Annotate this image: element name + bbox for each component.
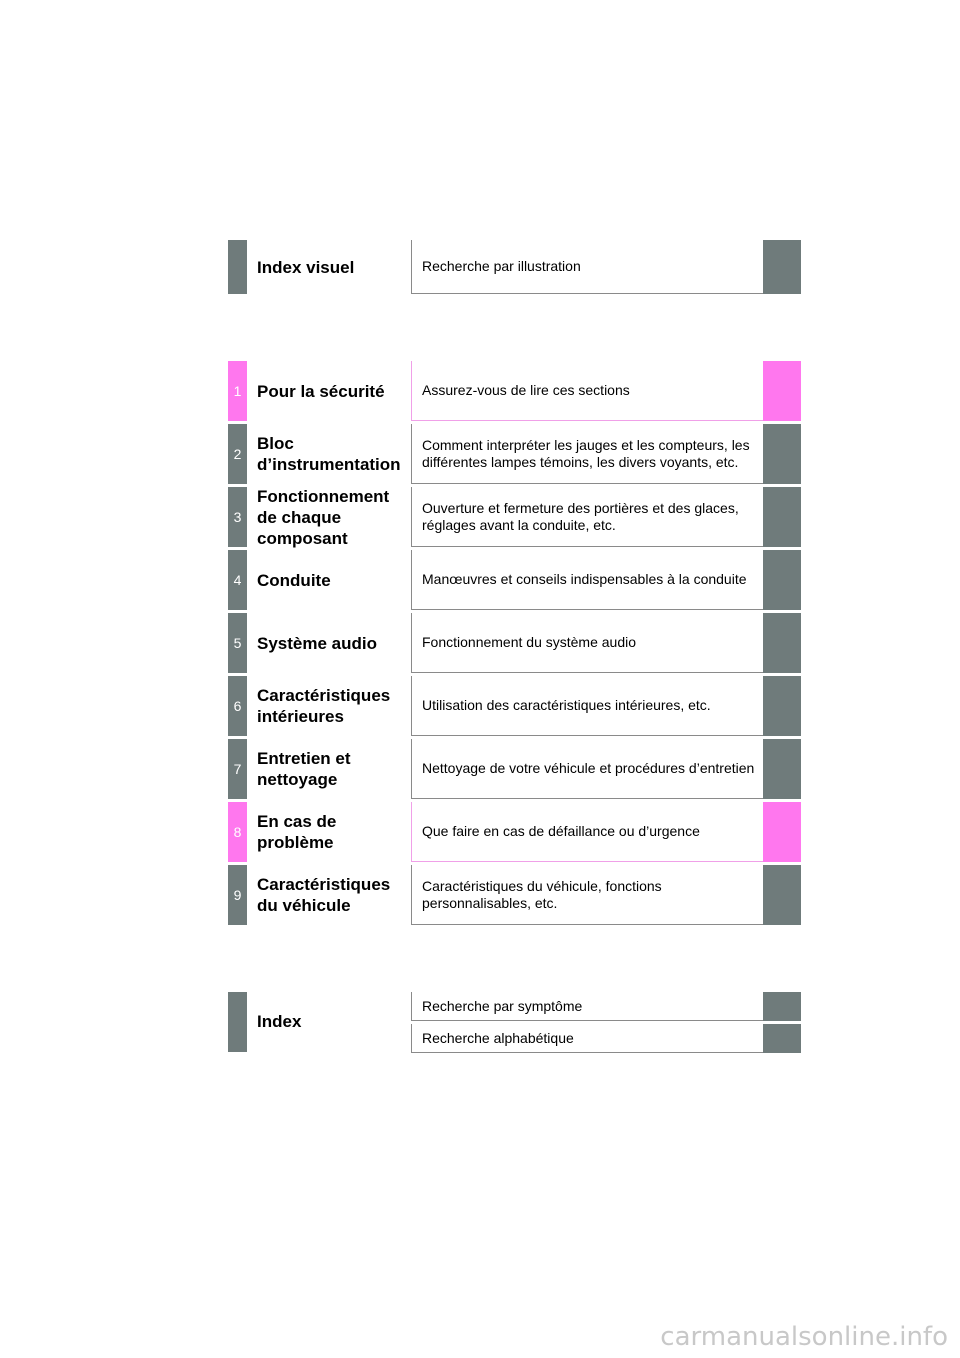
chapter-tab[interactable] <box>763 802 801 862</box>
chapter-row-2[interactable] <box>228 424 801 484</box>
index-alpha-row[interactable] <box>411 1024 801 1053</box>
chapter-row-4[interactable] <box>228 550 801 610</box>
chapter-number: 6 <box>228 676 247 736</box>
chapter-row-6[interactable] <box>228 676 801 736</box>
chapter-number: 3 <box>228 487 247 547</box>
chapter-number: 4 <box>228 550 247 610</box>
visual-index-tab[interactable] <box>763 240 801 294</box>
chapter-row-7[interactable] <box>228 739 801 799</box>
chapter-tab[interactable] <box>763 361 801 421</box>
chapter-number: 9 <box>228 865 247 925</box>
index-alpha-desc: Recherche alphabétique <box>411 1024 763 1053</box>
chapter-desc: Utilisation des caractéristiques intérieures, etc. <box>411 676 763 736</box>
chapter-tab[interactable] <box>763 487 801 547</box>
chapter-title: Entretien et nettoyage <box>257 749 351 789</box>
index-symptom-tab[interactable] <box>763 992 801 1021</box>
chapter-title: Caractéristiques intérieures <box>257 686 391 726</box>
visual-index-tab-left <box>228 240 247 294</box>
chapter-title: Bloc d’instrumentation <box>257 434 401 474</box>
chapter-title: Fonctionnement de chaque composant <box>257 486 390 548</box>
index-alpha-tab[interactable] <box>763 1024 801 1053</box>
chapter-title: Système audio <box>257 633 377 653</box>
chapter-desc: Fonctionnement du système audio <box>411 613 763 673</box>
chapter-number: 5 <box>228 613 247 673</box>
chapter-tab[interactable] <box>763 676 801 736</box>
chapter-number: 2 <box>228 424 247 484</box>
index-tab-left <box>228 992 247 1052</box>
chapter-number: 1 <box>228 361 247 421</box>
chapter-desc: Caractéristiques du véhicule, fonctions personnalisables, etc. <box>411 865 763 925</box>
watermark: carmanualsonline.info <box>660 1322 948 1352</box>
index-symptom-desc: Recherche par symptôme <box>411 992 763 1021</box>
chapter-desc: Comment interpréter les jauges et les compteurs, les différentes lampes témoins, les divers voyants, etc. <box>411 424 763 484</box>
chapter-desc: Que faire en cas de défaillance ou d’urgence <box>411 802 763 862</box>
chapter-tab[interactable] <box>763 739 801 799</box>
chapter-row-8[interactable] <box>228 802 801 862</box>
visual-index-desc: Recherche par illustration <box>411 240 763 294</box>
chapter-title: Pour la sécurité <box>257 381 385 401</box>
chapter-tab[interactable] <box>763 424 801 484</box>
chapter-title: En cas de problème <box>257 812 337 852</box>
chapter-number: 8 <box>228 802 247 862</box>
chapter-title: Caractéristiques du véhicule <box>257 875 391 915</box>
chapter-number: 7 <box>228 739 247 799</box>
chapter-tab[interactable] <box>763 550 801 610</box>
visual-index-title: Index visuel <box>257 257 355 277</box>
chapter-desc: Ouverture et fermeture des portières et des glaces, réglages avant la conduite, etc. <box>411 487 763 547</box>
chapter-desc: Assurez-vous de lire ces sections <box>411 361 763 421</box>
chapter-tab[interactable] <box>763 865 801 925</box>
chapter-row-3[interactable] <box>228 487 801 547</box>
index-symptom-row[interactable] <box>411 992 801 1021</box>
chapter-desc: Manœuvres et conseils indispensables à la conduite <box>411 550 763 610</box>
chapter-desc: Nettoyage de votre véhicule et procédures d’entretien <box>411 739 763 799</box>
chapter-row-9[interactable] <box>228 865 801 925</box>
chapter-tab[interactable] <box>763 613 801 673</box>
chapter-title: Conduite <box>257 570 331 590</box>
chapter-row-1[interactable] <box>228 361 801 421</box>
index-title: Index <box>257 1012 302 1031</box>
chapter-row-5[interactable] <box>228 613 801 673</box>
visual-index-row[interactable] <box>228 240 801 294</box>
